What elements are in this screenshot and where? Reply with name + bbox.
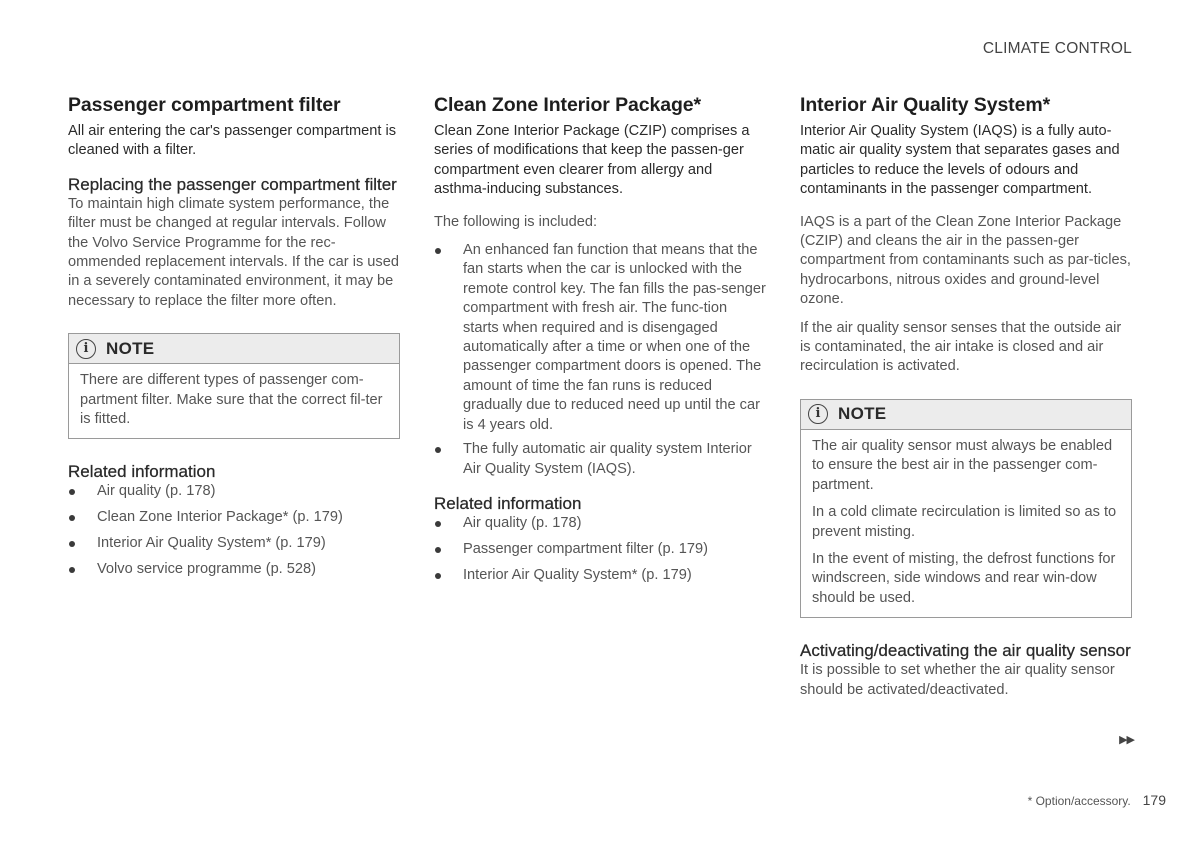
next-page-arrow-icon: ▶▶ xyxy=(1119,734,1134,746)
section-title: Clean Zone Interior Package* xyxy=(434,94,702,116)
related-link[interactable]: Air quality (p. 178) xyxy=(434,514,766,533)
subheading: Activating/deactivating the air quality sensor xyxy=(800,641,1131,661)
note-box xyxy=(800,399,1132,618)
intro-text: Interior Air Quality System (IAQS) is a fully auto-matic air quality system that separates gases and particles to reduce the levels of odours and contaminants in the passenger compartment. xyxy=(800,123,1120,198)
body-text: To maintain high climate system performance, the filter must be changed at regular intervals. Follow the Volvo Service Programme for the rec-ommended replacement intervals. If the car is used in a severely contaminated environment, it may be necessary to replace the filter more often. xyxy=(68,195,399,309)
feature-item: The fully automatic air quality system Interior Air Quality System (IAQS). xyxy=(434,440,766,479)
note-text: The air quality sensor must always be enabled to ensure the best air in the passenger com-partment. xyxy=(812,437,1113,493)
bullet-icon xyxy=(69,567,75,573)
section-header: CLIMATE CONTROL xyxy=(982,40,1132,57)
info-icon: i xyxy=(808,404,828,424)
page-footer xyxy=(1028,792,1166,808)
bullet-icon xyxy=(69,541,75,547)
bullet-icon xyxy=(69,515,75,521)
related-list xyxy=(434,514,766,585)
note-header xyxy=(801,400,1131,430)
feature-list xyxy=(434,241,766,479)
note-header xyxy=(69,334,399,364)
footnote: * Option/accessory. xyxy=(1027,794,1131,808)
column-passenger-compartment-filter xyxy=(68,92,400,586)
intro-text: Clean Zone Interior Package (CZIP) comprises a series of modifications that keep the passen-ger compartment even clearer from allergy and asthma-inducing substances. xyxy=(434,123,750,198)
related-heading: Related information xyxy=(68,462,216,482)
bullet-icon xyxy=(435,547,441,553)
page-number: 179 xyxy=(1142,792,1166,808)
body-text: It is possible to set whether the air quality sensor should be activated/deactivated. xyxy=(800,662,1115,698)
section-title: Interior Air Quality System* xyxy=(800,94,1051,116)
related-link[interactable]: Air quality (p. 178) xyxy=(68,482,400,501)
related-heading: Related information xyxy=(434,493,582,513)
related-link[interactable]: Clean Zone Interior Package* (p. 179) xyxy=(68,508,400,527)
bullet-icon xyxy=(435,573,441,579)
intro-text: All air entering the car's passenger compartment is cleaned with a filter. xyxy=(68,123,397,159)
body-paragraph: If the air quality sensor senses that the outside air is contaminated, the air intake is closed and air recirculation is activated. xyxy=(800,319,1122,375)
related-link[interactable]: Volvo service programme (p. 528) xyxy=(68,560,400,579)
bullet-icon xyxy=(435,447,441,453)
related-link[interactable]: Interior Air Quality System* (p. 179) xyxy=(434,566,766,585)
bullet-icon xyxy=(69,489,75,495)
note-box xyxy=(68,333,400,439)
subheading: Replacing the passenger compartment filter xyxy=(68,174,397,194)
note-body xyxy=(801,430,1131,617)
included-label: The following is included: xyxy=(434,213,598,230)
related-link[interactable]: Interior Air Quality System* (p. 179) xyxy=(68,534,400,553)
note-text: In the event of misting, the defrost functions for windscreen, side windows and rear win-dow should be used. xyxy=(812,550,1116,606)
bullet-icon xyxy=(435,521,441,527)
bullet-icon xyxy=(435,248,441,254)
note-title: NOTE xyxy=(106,338,155,358)
note-text: In a cold climate recirculation is limited so as to prevent misting. xyxy=(812,504,1117,540)
column-clean-zone-interior-package xyxy=(434,92,766,592)
related-link[interactable]: Passenger compartment filter (p. 179) xyxy=(434,540,766,559)
note-title: NOTE xyxy=(838,404,887,424)
note-body xyxy=(69,364,399,438)
column-interior-air-quality-system xyxy=(800,92,1132,700)
feature-item: An enhanced fan function that means that the fan starts when the car is unlocked with the remote control key. The fan fills the pas-senger compartment with fresh air. The func-tion starts when required and is disengaged automatically after a time or when one of the passenger compartment doors is opened. The amount of time the fan runs is reduced gradually due to reduced need up until the car is 4 years old. xyxy=(434,241,766,435)
info-icon: i xyxy=(76,339,96,359)
section-title: Passenger compartment filter xyxy=(68,94,341,116)
related-list xyxy=(68,482,400,579)
note-text: There are different types of passenger com-partment filter. Make sure that the correct fil-ter is fitted. xyxy=(80,372,383,428)
body-paragraph: IAQS is a part of the Clean Zone Interior Package (CZIP) and cleans the air in the passen-ger compartment from contaminants such as par-ticles, hydrocarbons, nitrous oxides and ground-level ozone. xyxy=(800,213,1131,308)
